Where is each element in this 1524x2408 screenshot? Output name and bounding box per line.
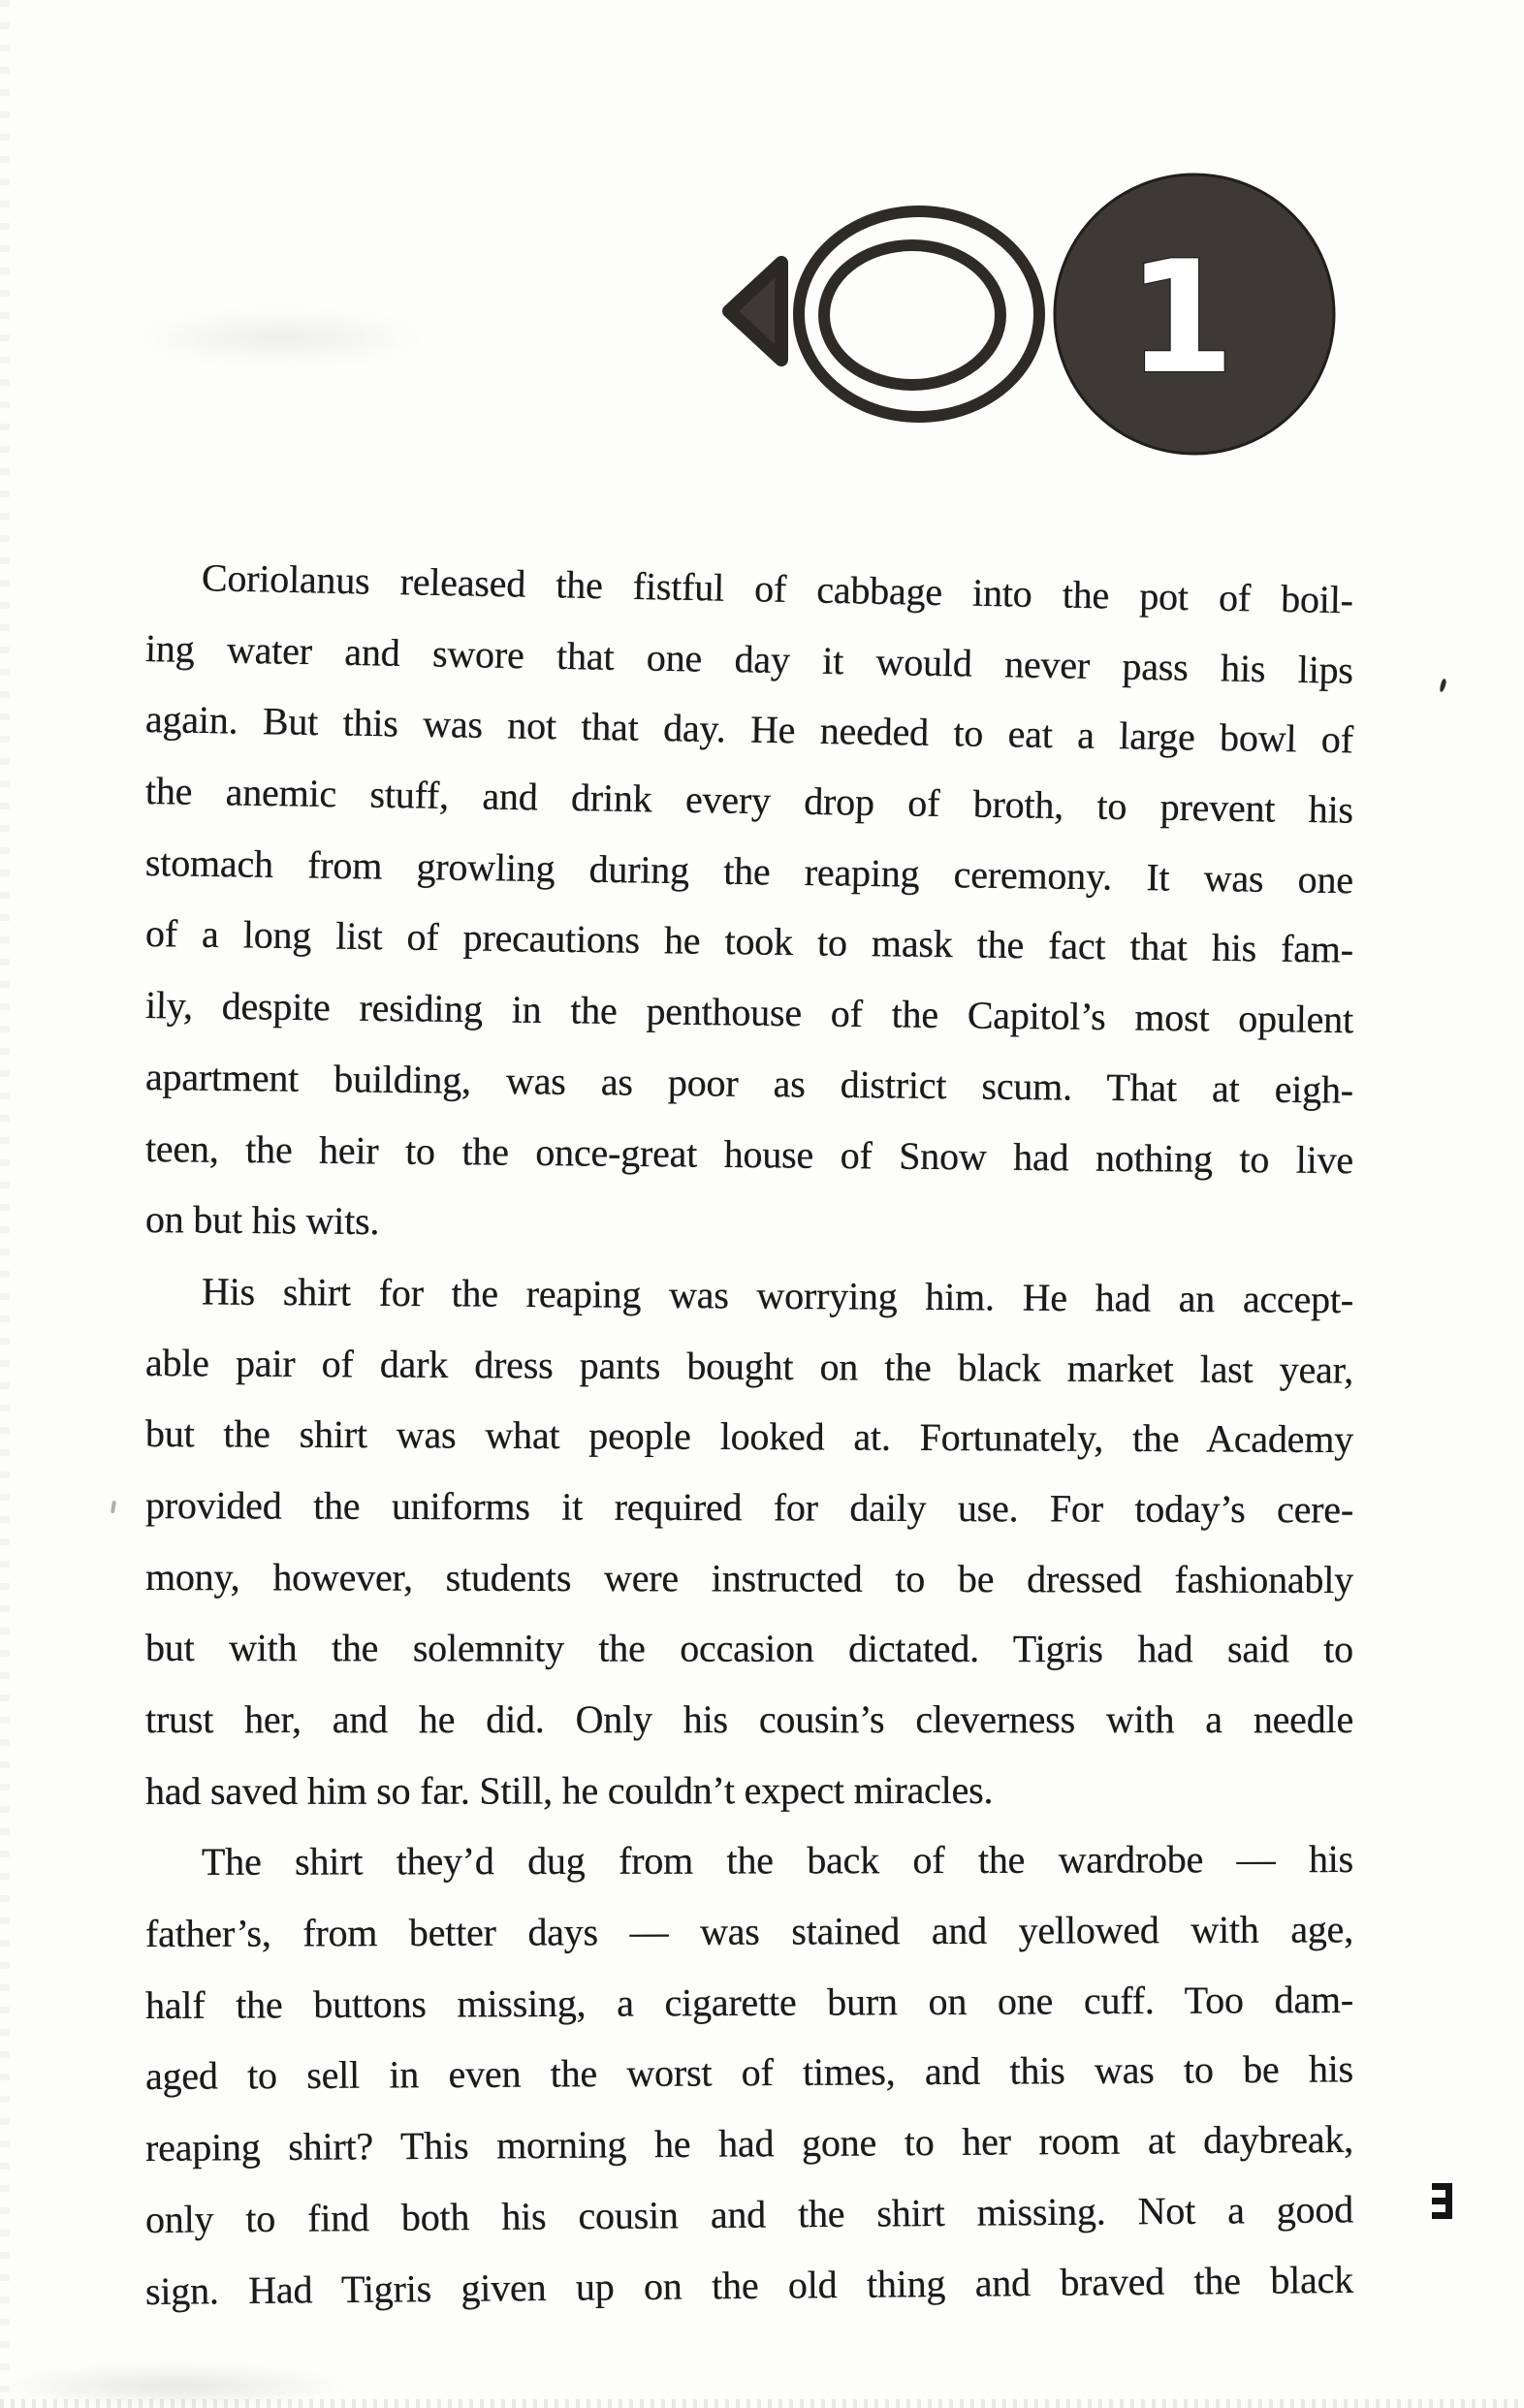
text-line: ily, despite residing in the penthouse of the Capitol’s most opulent	[144, 983, 1354, 1042]
double-ring-inner-icon	[824, 245, 1000, 385]
text-line: again. But this was not that day. He needed to eat a large bowl of	[144, 697, 1354, 762]
text-line: aged to sell in even the worst of times, and this was to be his	[144, 2046, 1354, 2099]
text-line: apartment building, was as poor as district scum. That at eigh-	[144, 1054, 1354, 1112]
paragraph	[145, 541, 1353, 1255]
scan-artifact-speck	[1439, 679, 1446, 693]
text-line: able pair of dark dress pants bought on the black market last year,	[144, 1340, 1354, 1392]
text-line: The shirt they’d dug from the back of the wardrobe — his	[201, 1837, 1354, 1885]
text-line: His shirt for the reaping was worrying him. He had an accept-	[201, 1269, 1354, 1322]
text-line: teen, the heir to the once-great house of Snow had nothing to live	[144, 1125, 1354, 1182]
body-text	[145, 541, 1353, 2327]
text-line: father’s, from better days — was stained and yellowed with age,	[144, 1907, 1354, 1956]
scan-smudge-bottom-left	[0, 2363, 349, 2408]
text-line: on but his wits.	[144, 1197, 380, 1244]
chapter-ornament	[698, 160, 1357, 470]
chapter-ornament-graphic	[698, 160, 1357, 470]
text-line: only to find both his cousin and the shirt missing. Not a good	[144, 2187, 1354, 2241]
text-line: Coriolanus released the fistful of cabbage into the pot of boil-	[201, 555, 1354, 622]
text-line: sign. Had Tigris given up on the old thing and braved the black	[144, 2257, 1354, 2313]
text-line: mony, however, students were instructed to be dressed fashionably	[144, 1554, 1354, 1601]
chapter-number: 1	[1127, 227, 1235, 408]
text-line: trust her, and he did. Only his cousin’s cleverness with a needle	[145, 1697, 1353, 1741]
text-line: reaping shirt? This morning he had gone to her room at daybreak,	[144, 2116, 1354, 2170]
triangle-left-icon	[729, 263, 781, 360]
page-number	[1432, 2183, 1452, 2219]
scan-artifact-tick	[111, 1501, 116, 1513]
text-line: had saved him so far. Still, he couldn’t expect miracles.	[144, 1767, 994, 1813]
scan-ghost-smudge	[136, 312, 427, 363]
text-line: but with the solemnity the occasion dictated. Tigris had said to	[144, 1626, 1354, 1671]
text-line: stomach from growling during the reaping ceremony. It was one	[144, 840, 1354, 903]
text-line: half the buttons missing, a cigarette burn on one cuff. Too dam-	[144, 1977, 1354, 2027]
paragraph	[145, 1826, 1353, 2327]
text-line: the anemic stuff, and drink every drop of broth, to prevent his	[144, 769, 1354, 832]
text-line: but the shirt was what people looked at. Fortunately, the Academy	[144, 1411, 1354, 1462]
scan-edge-noise-left	[0, 0, 10, 2408]
paragraph	[145, 1255, 1353, 1827]
text-line: of a long list of precautions he took to mask the fact that his fam-	[144, 911, 1354, 972]
page-number-glyph	[1432, 2183, 1452, 2219]
text-line: ing water and swore that one day it would never pass his lips	[144, 625, 1354, 692]
text-line: provided the uniforms it required for daily use. For today’s cere-	[144, 1482, 1354, 1532]
